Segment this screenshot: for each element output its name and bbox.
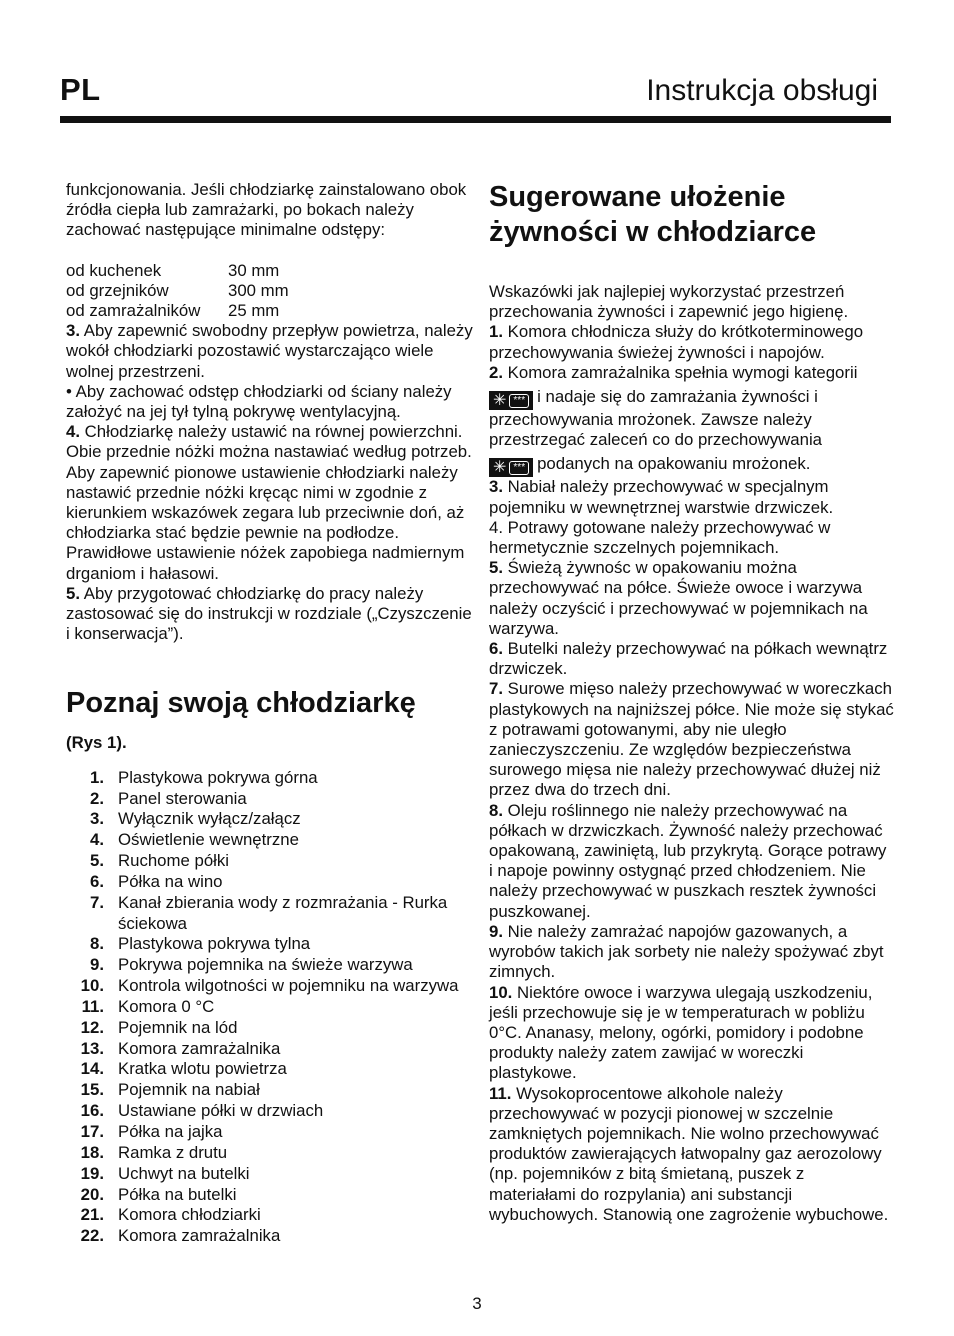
tip-text: Komora zamrażalnika spełnia wymogi kategorii	[507, 362, 858, 382]
header-divider	[60, 116, 891, 123]
list-item	[66, 768, 476, 789]
tip-text: Nie należy zamrażać napojów gazowanych, a wyrobów takich jak sorbety nie należy spożywać zbyt zimnych.	[489, 921, 884, 982]
item-number: 19.	[80, 1163, 104, 1183]
distance-value: 300 mm	[228, 280, 289, 300]
list-item	[66, 830, 476, 851]
tip-text: Nabiał należy przechowywać w specjalnym pojemniku w wewnętrznej warstwie drzwiczek.	[489, 477, 834, 517]
list-item	[66, 1226, 476, 1247]
item-text: Oświetlenie wewnętrzne	[118, 830, 299, 850]
tip-number: 6.	[489, 639, 503, 659]
step-number: 3.	[66, 321, 80, 341]
right-column	[489, 180, 894, 1225]
item-text: Pojemnik na lód	[118, 1017, 238, 1037]
distance-value: 25 mm	[228, 301, 280, 321]
storage-tip	[489, 801, 894, 922]
storage-tip	[489, 1084, 894, 1225]
list-item	[66, 955, 476, 976]
item-number: 13.	[80, 1038, 104, 1058]
tip-number: 3.	[489, 477, 503, 497]
storage-tip	[489, 679, 894, 800]
item-text: Komora 0 °C	[118, 996, 215, 1016]
distance-table	[66, 261, 476, 322]
item-text: Wyłącznik wyłącz/załącz	[118, 809, 301, 829]
list-item	[66, 893, 476, 935]
tip-text: Surowe mięso należy przechowywać w woreczkach plastykowych na najniższej półce. Nie może się stykać z potrawami gotowanymi, aby nie uległo zanieczyszczeniu. Ze względów bezpieczeństwa surowego mięsa nie należy przechowywać dłużej niż przez dwa do trzech dni.	[489, 679, 894, 800]
storage-tip	[489, 558, 894, 639]
item-text: Plastykowa pokrywa tylna	[118, 934, 311, 954]
storage-tip	[489, 322, 894, 362]
storage-tip	[489, 983, 894, 1084]
item-text: Uchwyt na butelki	[118, 1163, 250, 1183]
item-text: Pojemnik na nabiał	[118, 1080, 260, 1100]
item-number: 20.	[80, 1184, 104, 1204]
tip-text: Oleju roślinnego nie należy przechowywać na półkach w drzwiczkach. Żywność należy przechować opakowaną, zawiniętą, lub przykrytą. Gorące potrawy i napoje powinny ostygnąć przed chłodzeniem. Nie należy przechowywać w puszkach resztek żywności puszkowanej.	[489, 800, 887, 921]
tip-text: podanych na opakowaniu mrożonek.	[537, 454, 811, 474]
list-item	[66, 1059, 476, 1080]
item-text: Półka na wino	[118, 871, 223, 891]
item-number: 11.	[81, 996, 104, 1016]
item-number: 8.	[90, 934, 104, 954]
item-number: 9.	[90, 955, 104, 975]
left-column	[66, 180, 476, 1247]
list-item	[66, 851, 476, 872]
tip-number: 10.	[489, 982, 513, 1002]
item-text: Komora chłodziarki	[118, 1205, 261, 1225]
item-number: 16.	[80, 1101, 104, 1121]
distance-label: od kuchenek	[66, 260, 162, 280]
item-text: Ustawiane półki w drzwiach	[118, 1101, 324, 1121]
step-text: Chłodziarkę należy ustawić na równej powierzchni. Obie przednie nóżki można nastawiać według potrzeb. Aby zapewnić pionowe ustawienie chłodziarki należy nastawić przednie nóżki kręcąc nimi w zgodnie z kierunkiem wskazówek zegara lub przeciwnie doń, aż chłodziarka stać będzie pewnie na podłodze. Prawidłowe ustawienie nóżek zapobiega nadmiernym drganiom i hałasowi.	[66, 422, 472, 583]
distance-label: od zamrażalników	[66, 301, 201, 321]
list-item	[66, 789, 476, 810]
item-text: Półka na butelki	[118, 1184, 237, 1204]
item-number: 14.	[80, 1059, 104, 1079]
tip-number: 2.	[489, 362, 503, 382]
item-text: Półka na jajka	[118, 1122, 223, 1142]
item-number: 21.	[80, 1205, 104, 1225]
distance-row	[66, 261, 476, 281]
star-rating: ***	[509, 461, 529, 475]
tip-number: 11.	[489, 1083, 512, 1103]
document-title: Instrukcja obsługi	[646, 74, 878, 107]
item-text: Ruchome półki	[118, 851, 229, 871]
list-item	[66, 976, 476, 997]
item-text: Komora zamrażalnika	[118, 1226, 281, 1246]
list-item	[66, 934, 476, 955]
item-number: 3.	[90, 809, 104, 829]
storage-tip	[489, 518, 894, 558]
tip-number: 5.	[489, 558, 503, 578]
freezer-star-rating-icon	[489, 458, 533, 477]
star-rating: ***	[509, 394, 529, 408]
item-text: Ramka z drutu	[118, 1142, 228, 1162]
list-item	[66, 809, 476, 830]
step-number: 4.	[66, 422, 80, 442]
item-text: Plastykowa pokrywa górna	[118, 767, 318, 787]
item-number: 4.	[90, 830, 104, 850]
tip-text: Świeżą żywnośc w opakowaniu można przechowywać na półce. Świeże owoce i warzywa należy oczyścić i przechowywać w pojemnikach na warzywa.	[489, 558, 868, 638]
installation-intro: funkcjonowania. Jeśli chłodziarkę zainstalowano obok źródła ciepła lub zamrażarki, po bokach należy zachować następujące minimalne odstępy:	[66, 180, 467, 240]
list-item	[66, 1080, 476, 1101]
list-item	[66, 1164, 476, 1185]
item-number: 2.	[90, 788, 104, 808]
tip-text: Butelki należy przechowywać na półkach wewnątrz drzwiczek.	[489, 639, 888, 679]
installation-step	[66, 584, 476, 645]
tip-number: 1.	[489, 322, 503, 342]
distance-row	[66, 281, 476, 301]
language-code: PL	[60, 72, 101, 107]
installation-step	[66, 382, 476, 422]
storage-intro: Wskazówki jak najlepiej wykorzystać przestrzeń przechowania żywności i zapewnić jego higienę.	[489, 282, 849, 322]
item-number: 1.	[90, 767, 104, 787]
tip-text: Niektóre owoce i warzywa ulegają uszkodzeniu, jeśli przechowuje się je w temperaturach w pobliżu 0°C. Ananasy, melony, ogórki, pomidory i podobne produkty należy zatem zawijać w woreczki plastykowe.	[489, 982, 873, 1083]
installation-step	[66, 321, 476, 382]
tip-number: 4.	[489, 517, 503, 537]
item-number: 12.	[80, 1017, 104, 1037]
snowflake-icon: ✳	[493, 392, 507, 410]
list-item	[66, 1101, 476, 1122]
list-item	[66, 1185, 476, 1206]
item-number: 22.	[80, 1226, 104, 1246]
step-text: Aby zachować odstęp chłodziarki od ściany należy założyć na jej tył tylną pokrywę wentylacyjną.	[66, 381, 452, 422]
item-number: 7.	[90, 892, 104, 912]
item-text: Komora zamrażalnika	[118, 1038, 281, 1058]
item-text: Kanał zbierania wody z rozmrażania - Rurka ściekowa	[118, 892, 448, 933]
storage-tip	[489, 477, 894, 517]
tip-number: 7.	[489, 679, 503, 699]
step-text: Aby przygotować chłodziarkę do pracy należy zastosować się do instrukcji w rozdziale („Czyszczenie i konserwacja”).	[66, 583, 472, 644]
list-item	[66, 1018, 476, 1039]
page-number: 3	[472, 1294, 482, 1313]
distance-row	[66, 301, 476, 321]
item-number: 15.	[80, 1080, 104, 1100]
tip-text: Komora chłodnicza służy do krótkoterminowego przechowywania świeżej żywności i napojów.	[489, 322, 864, 362]
storage-tip-continued	[489, 454, 894, 477]
list-item	[66, 1143, 476, 1164]
item-number: 18.	[80, 1142, 104, 1162]
freezer-star-rating-icon	[489, 391, 533, 410]
step-number: 5.	[66, 583, 80, 603]
storage-tip-continued	[489, 387, 894, 450]
storage-tip	[489, 363, 894, 383]
tip-number: 9.	[489, 921, 503, 941]
tip-text: i nadaje się do zamrażania żywności i przechowywania mrożonek. Zawsze należy przestrzegać zaleceń co do przechowywania	[489, 387, 823, 450]
list-item	[66, 1122, 476, 1143]
tip-text: Wysokoprocentowe alkohole należy przechowywać w pozycji pionowej w szczelnie zamkniętych pojemnikach. Nie wolno przechowywać produktów zawierających łatwopalny gaz aerozolowy (np. pojemników z bitą śmietaną, puszek z materiałami do rozpylania) ani substancji wybuchowych. Stanowią one zagrożenie wybuchowe.	[489, 1083, 889, 1224]
item-text: Kratka wlotu powietrza	[118, 1059, 287, 1079]
spacer	[66, 241, 476, 261]
section-heading-know-fridge: Poznaj swoją chłodziarkę	[66, 687, 416, 720]
item-text: Kontrola wilgotności w pojemniku na warzywa	[118, 976, 459, 996]
figure-reference: (Rys 1).	[66, 733, 127, 753]
list-item	[66, 1205, 476, 1226]
list-item	[66, 872, 476, 893]
distance-value: 30 mm	[228, 260, 280, 280]
item-number: 6.	[90, 871, 104, 891]
item-text: Pokrywa pojemnika na świeże warzywa	[118, 955, 413, 975]
tip-text: Potrawy gotowane należy przechowywać w hermetycznie szczelnych pojemnikach.	[489, 517, 831, 558]
list-item	[66, 997, 476, 1018]
tip-number: 8.	[489, 800, 503, 820]
section-heading-food-storage: Sugerowane ułożenie żywności w chłodziarce	[489, 181, 817, 248]
item-number: 10.	[80, 976, 104, 996]
item-number: 5.	[90, 851, 104, 871]
step-text: Aby zapewnić swobodny przepływ powietrza, należy wokół chłodziarki pozostawić wystarczająco wiele wolnej przestrzeni.	[66, 321, 473, 381]
storage-tip	[489, 922, 894, 983]
snowflake-icon: ✳	[493, 459, 507, 477]
installation-step	[66, 422, 476, 584]
item-number: 17.	[80, 1122, 104, 1142]
item-text: Panel sterowania	[118, 788, 247, 808]
distance-label: od grzejników	[66, 280, 169, 300]
storage-tip	[489, 639, 894, 679]
list-item	[66, 1039, 476, 1060]
bullet: •	[66, 381, 72, 401]
parts-list	[66, 768, 476, 1247]
